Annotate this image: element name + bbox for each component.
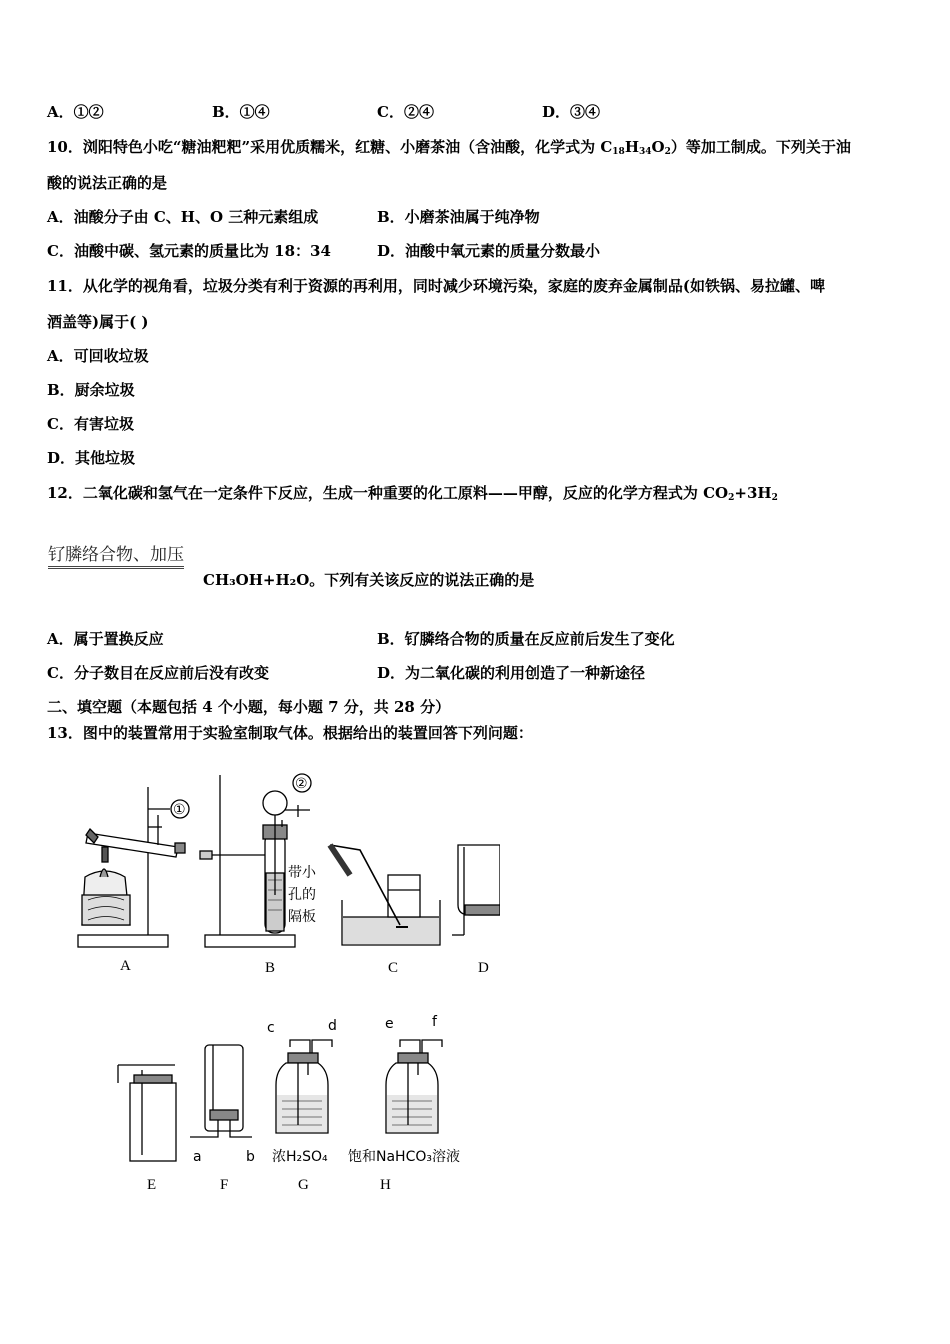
apparatus-h bbox=[348, 1014, 460, 1193]
section-heading: 二、填空题（本题包括 4 个小题，每小题 7 分，共 28 分） bbox=[47, 698, 451, 716]
g-port-c: c bbox=[267, 1020, 275, 1036]
marker-1: ① bbox=[173, 802, 186, 818]
apparatus-figure bbox=[60, 765, 500, 1195]
q11-option-b: B．厨余垃圾 bbox=[47, 381, 135, 399]
marker-2: ② bbox=[295, 776, 308, 792]
label-h: H bbox=[380, 1177, 391, 1193]
q10-stem-line1: 10．浏阳特色小吃“糖油粑粑”采用优质糯米，红糖、小磨茶油（含油酸，化学式为 $C_{18}H_{34}O_2$）等加工制成。下列关于油 bbox=[47, 138, 851, 157]
f-port-b: b bbox=[246, 1149, 255, 1165]
q10-option-c: C．油酸中碳、氢元素的质量比为 18：34 bbox=[47, 242, 331, 260]
g-liquid: 浓H₂SO₄ bbox=[272, 1149, 328, 1165]
q10-option-a: A．油酸分子由 C、H、O 三种元素组成 bbox=[47, 208, 319, 226]
apparatus-b bbox=[200, 774, 317, 976]
b-note-3: 隔板 bbox=[288, 909, 316, 925]
q12-option-c: C．分子数目在反应前后没有改变 bbox=[47, 664, 269, 682]
q12-stem-line1: 12．二氧化碳和氢气在一定条件下反应，生成一种重要的化工原料——甲醇，反应的化学方程式为 $CO_2+3H_2$ bbox=[47, 484, 778, 503]
f-port-a: a bbox=[193, 1149, 202, 1165]
q11-option-c: C．有害垃圾 bbox=[47, 415, 134, 433]
h-port-e: e bbox=[385, 1016, 394, 1032]
label-b: B bbox=[265, 960, 276, 976]
q10-option-d: D．油酸中氧元素的质量分数最小 bbox=[377, 242, 601, 260]
q9-option-c: C．②④ bbox=[377, 103, 434, 121]
apparatus-f bbox=[190, 1045, 255, 1193]
q12-option-d: D．为二氧化碳的利用创造了一种新途径 bbox=[377, 664, 646, 682]
q12-option-b: B．钌膦络合物的质量在反应前后发生了变化 bbox=[377, 630, 675, 648]
g-port-d: d bbox=[328, 1018, 337, 1034]
q13-stem: 13．图中的装置常用于实验室制取气体。根据给出的装置回答下列问题： bbox=[47, 724, 533, 742]
b-note-1: 带小 bbox=[288, 865, 316, 881]
q11-option-d: D．其他垃圾 bbox=[47, 449, 136, 467]
apparatus-g bbox=[267, 1018, 337, 1193]
b-note-2: 孔的 bbox=[288, 887, 316, 903]
q12-option-a: A．属于置换反应 bbox=[47, 630, 164, 648]
q9-option-d: D．③④ bbox=[542, 103, 601, 121]
q10-option-b: B．小磨茶油属于纯净物 bbox=[377, 208, 540, 226]
label-d: D bbox=[478, 960, 489, 976]
q11-stem-line1: 11．从化学的视角看，垃圾分类有利于资源的再利用，同时减少环境污染，家庭的废弃金属制品(如铁锅、易拉罐、啤 bbox=[47, 277, 825, 295]
reaction-condition: 钌膦络合物、加压 bbox=[48, 545, 184, 569]
q9-option-b: B．①④ bbox=[212, 103, 270, 121]
h-liquid: 饱和NaHCO₃溶液 bbox=[348, 1149, 460, 1165]
h-port-f: f bbox=[432, 1014, 437, 1030]
q11-option-a: A．可回收垃圾 bbox=[47, 347, 149, 365]
label-f: F bbox=[220, 1177, 229, 1193]
label-e: E bbox=[147, 1177, 157, 1193]
label-g: G bbox=[298, 1177, 309, 1193]
apparatus-d bbox=[452, 845, 500, 976]
label-c: C bbox=[388, 960, 399, 976]
apparatus-a bbox=[78, 787, 189, 974]
q9-option-a: A．①② bbox=[47, 103, 104, 121]
label-a: A bbox=[120, 958, 131, 974]
q10-stem-line2: 酸的说法正确的是 bbox=[47, 174, 168, 192]
apparatus-c bbox=[330, 845, 440, 976]
q11-stem-line2: 酒盖等)属于( ) bbox=[47, 313, 149, 331]
apparatus-e bbox=[118, 1065, 176, 1193]
q12-products: CH₃OH+H₂O。下列有关该反应的说法正确的是 bbox=[203, 571, 535, 589]
